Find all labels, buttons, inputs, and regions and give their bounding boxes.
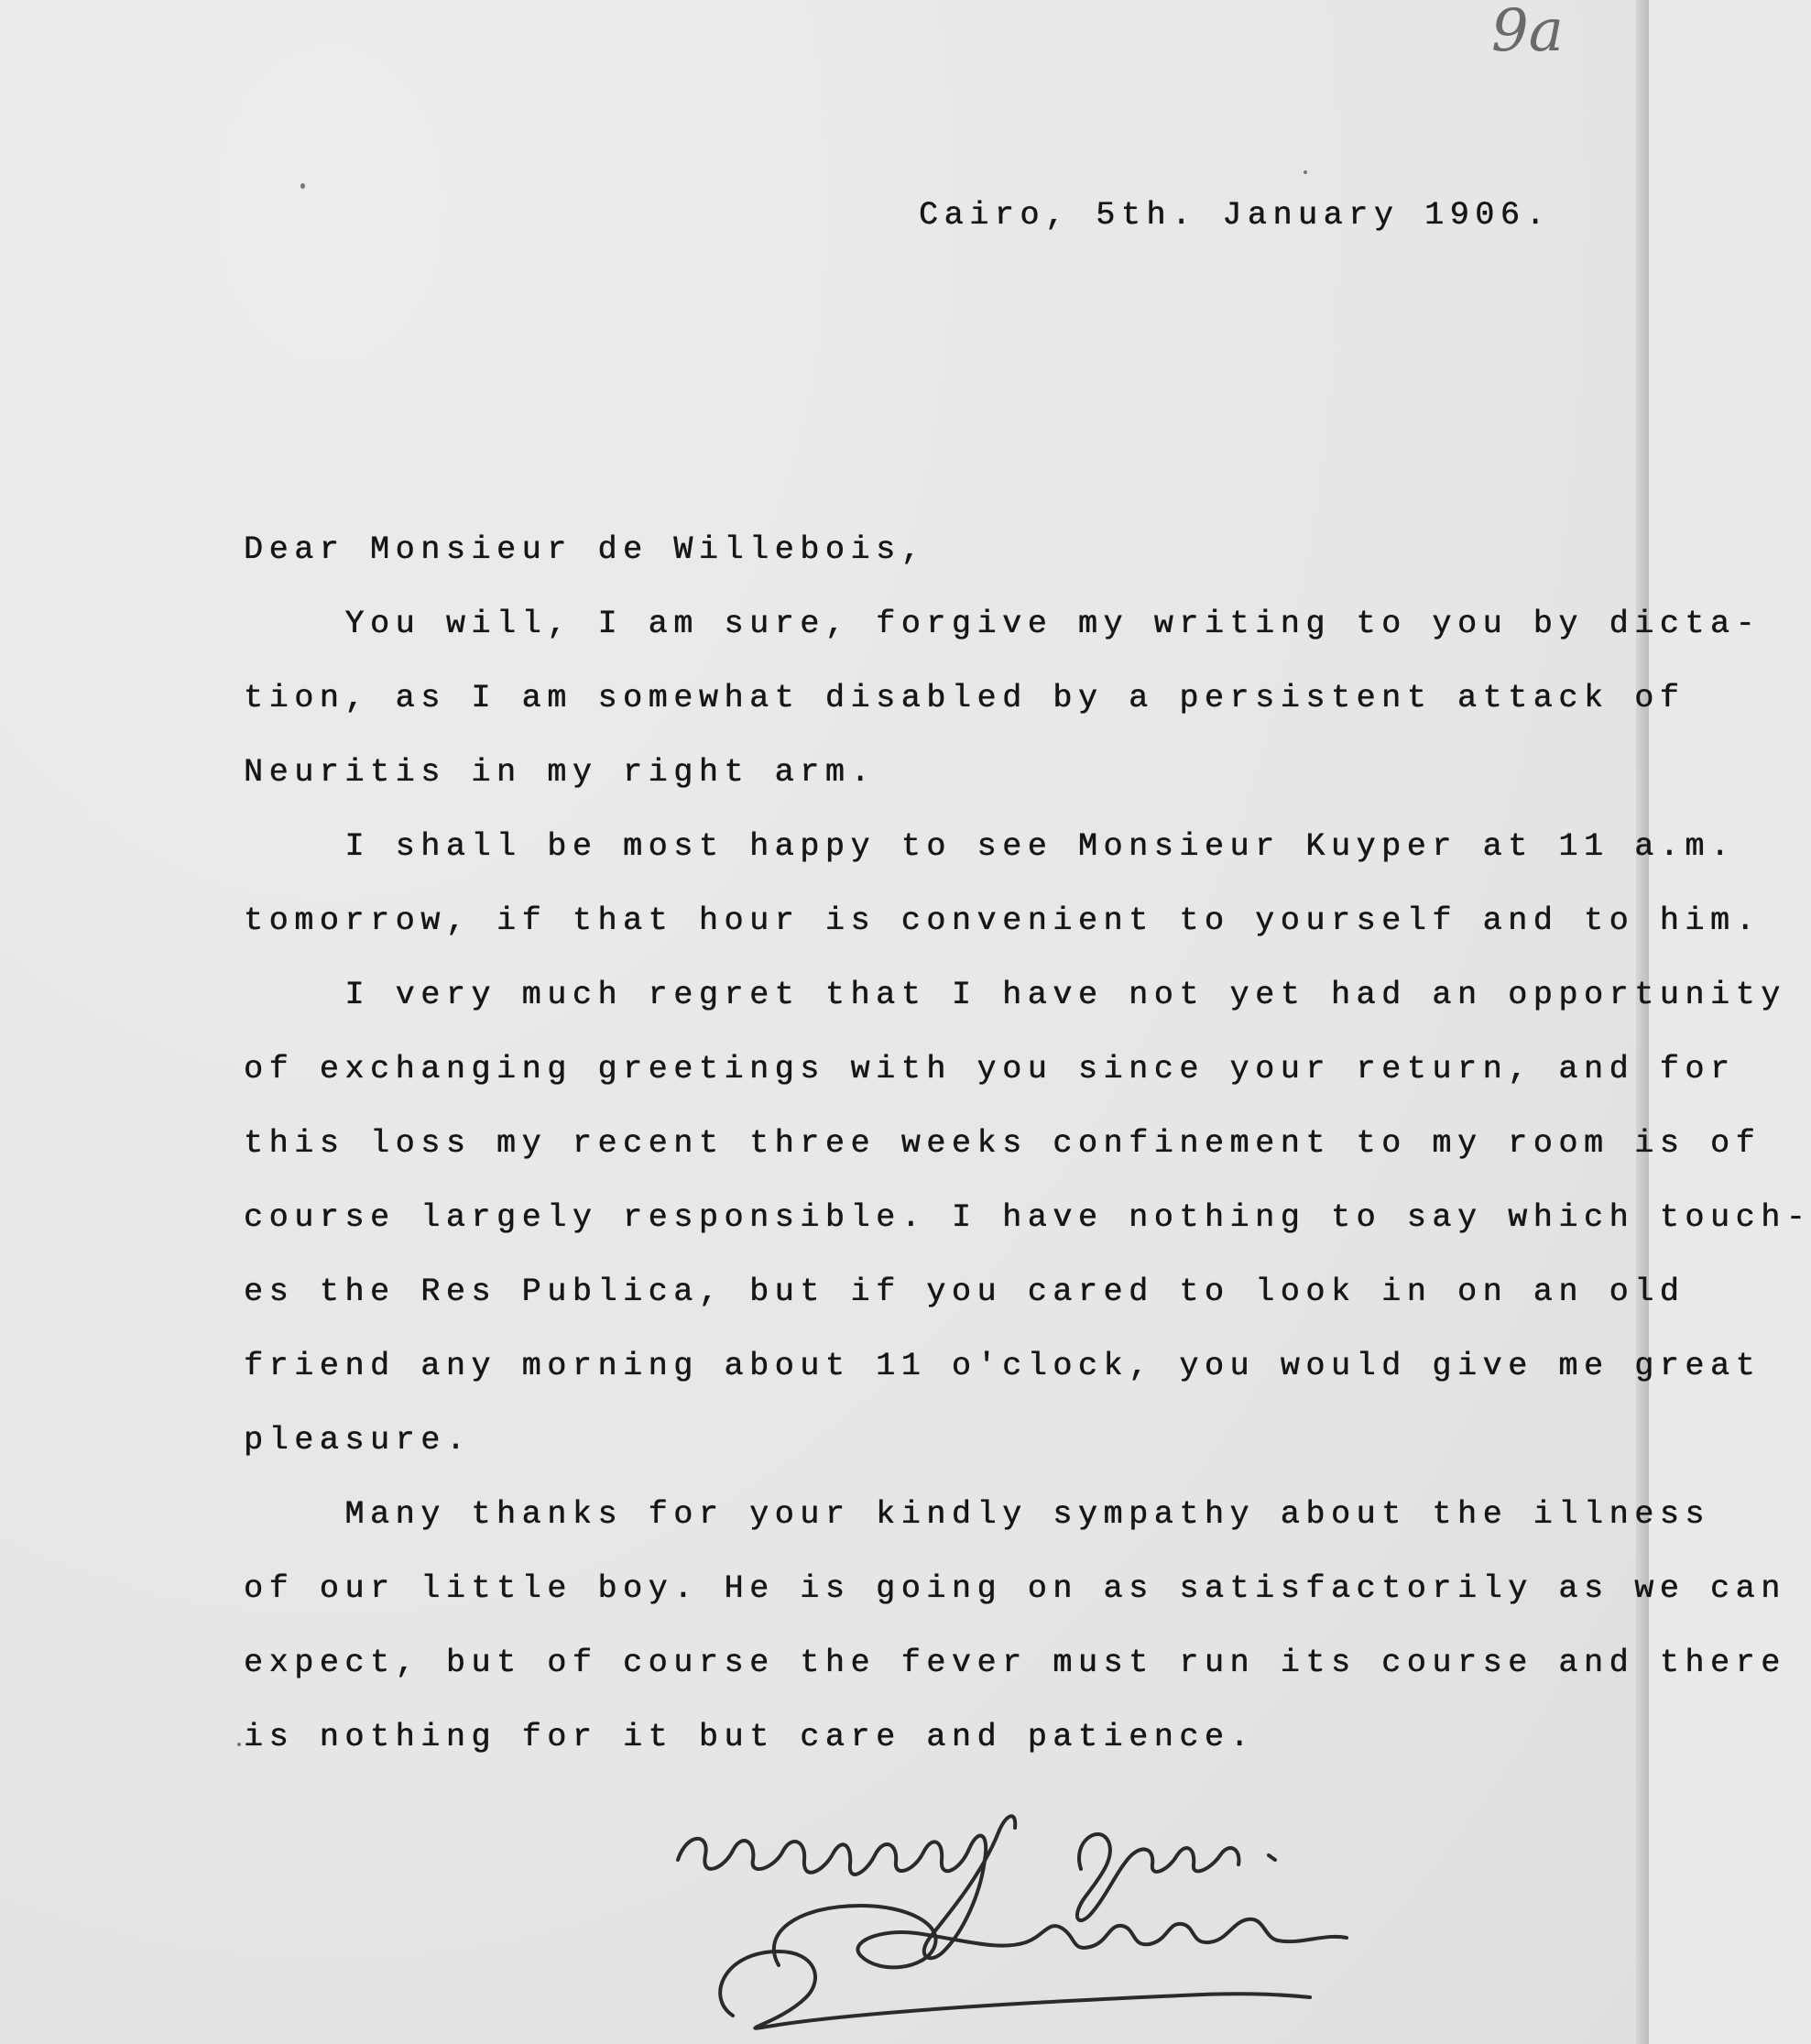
closing-handwriting-stroke	[678, 1816, 1015, 1958]
salutation: Dear Monsieur de Willebois,	[244, 531, 927, 568]
signature-stroke	[774, 1906, 1347, 1967]
page-edge-shadow	[1636, 0, 1649, 2044]
body-line: tion, as I am somewhat disabled by a persistent attack of	[244, 680, 1686, 716]
body-line: of exchanging greetings with you since your return, and for	[244, 1051, 1736, 1088]
body-line: is nothing for it but care and patience.	[244, 1719, 1256, 1755]
body-line: You will, I am sure, forgive my writing to you by dicta-	[244, 606, 1762, 642]
paper-speck	[300, 183, 305, 189]
body-line: of our little boy. He is going on as satisfactorily as we can	[244, 1570, 1786, 1607]
handwritten-signature	[669, 1768, 1621, 2043]
body-line: this loss my recent three weeks confinement to my room is of	[244, 1125, 1762, 1162]
signature-stroke	[720, 1951, 1310, 2028]
body-line: es the Res Publica, but if you cared to look in on an old	[244, 1273, 1686, 1310]
body-line: Many thanks for your kindly sympathy about the illness	[244, 1496, 1710, 1533]
folio-mark: 9a	[1491, 0, 1564, 65]
body-line: I very much regret that I have not yet had an opportunity	[244, 977, 1786, 1013]
closing-handwriting-stroke	[1269, 1855, 1275, 1860]
body-line: friend any morning about 11 o'clock, you would give me great	[244, 1348, 1762, 1384]
closing-handwriting-stroke	[1077, 1834, 1238, 1920]
paper-speck	[1304, 170, 1307, 174]
body-line: Neuritis in my right arm.	[244, 754, 877, 791]
paper-speck	[237, 1743, 241, 1746]
body-line: pleasure.	[244, 1422, 472, 1459]
body-line: tomorrow, if that hour is convenient to yourself and to him.	[244, 902, 1762, 939]
body-line: I shall be most happy to see Monsieur Kuyper at 11 a.m.	[244, 828, 1736, 865]
body-line: expect, but of course the fever must run its course and there	[244, 1645, 1786, 1681]
body-line: course largely responsible. I have nothing to say which touch-	[244, 1199, 1811, 1236]
dateline: Cairo, 5th. January 1906.	[919, 197, 1552, 234]
